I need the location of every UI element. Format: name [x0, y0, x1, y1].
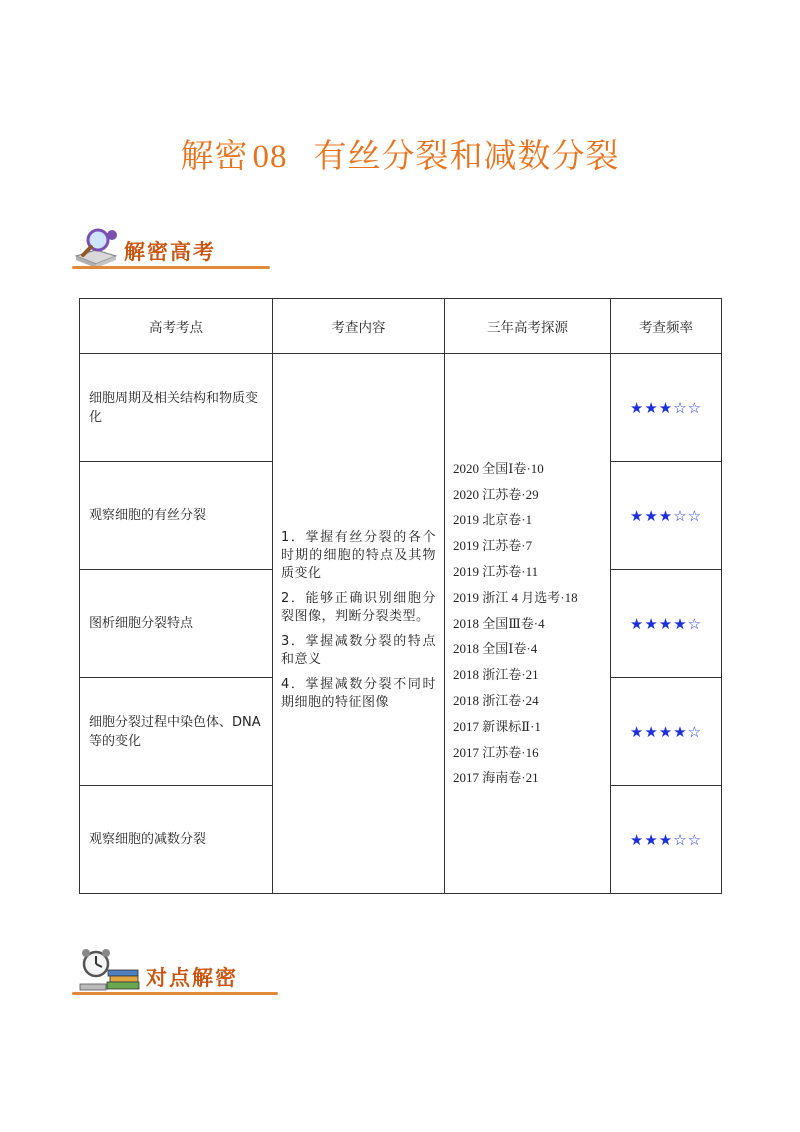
header-frequency: 考查频率: [611, 299, 722, 354]
header-topic: 高考考点: [80, 299, 273, 354]
content-item: 4．掌握减数分裂不同时期细胞的特征图像: [281, 676, 436, 710]
topic-cell: 细胞周期及相关结构和物质变化: [80, 354, 273, 462]
topic-cell: 细胞分裂过程中染色体、DNA等的变化: [80, 678, 273, 786]
source-item: 2019 江苏卷·11: [453, 564, 539, 579]
sources-cell: [445, 354, 611, 894]
content-item: 1．掌握有丝分裂的各个时期的细胞的特点及其物质变化: [281, 529, 436, 581]
title-topic: 有丝分裂和减数分裂: [313, 136, 620, 175]
header-content: 考查内容: [273, 299, 445, 354]
source-item: 2019 北京卷·1: [453, 512, 533, 528]
topic-cell: 观察细胞的有丝分裂: [80, 462, 273, 570]
frequency-stars: ★★★☆☆: [611, 354, 722, 462]
frequency-stars: ★★★☆☆: [611, 462, 722, 570]
source-item: 2018 浙江卷·21: [453, 667, 539, 683]
topic-cell: 观察细胞的减数分裂: [80, 786, 273, 894]
section-label: 解密高考: [124, 240, 216, 264]
content-item: 3．掌握减数分裂的特点和意义: [281, 633, 436, 667]
frequency-stars: ★★★★☆: [611, 570, 722, 678]
header-sources: 三年高考探源: [445, 299, 611, 354]
page-title: [0, 130, 800, 177]
content-cell: [273, 354, 445, 894]
section-underline: [72, 992, 278, 995]
source-item: 2017 江苏卷·16: [453, 744, 539, 760]
topic-cell: 图析细胞分裂特点: [80, 570, 273, 678]
source-item: 2017 海南卷·21: [453, 770, 539, 786]
source-item: 2017 新课标Ⅱ·1: [453, 718, 541, 734]
table-header-row: [80, 299, 722, 354]
alarm-clock-books-icon: [72, 948, 142, 994]
section-header-duidian: [72, 948, 282, 998]
magnifier-book-icon: [72, 226, 124, 270]
source-item: 2019 浙江 4 月选考·18: [453, 589, 578, 605]
source-item: 2018 全国Ⅲ卷·4: [453, 615, 545, 631]
section-header-gaokao: [72, 226, 272, 276]
source-item: 2020 全国Ⅰ卷·10: [453, 460, 544, 476]
title-number: 08: [252, 139, 288, 175]
frequency-stars: ★★★☆☆: [611, 786, 722, 894]
section-underline: [72, 266, 270, 269]
source-item: 2019 江苏卷·7: [453, 538, 533, 554]
content-item: 2．能够正确识别细胞分裂图像，判断分裂类型。: [281, 590, 436, 624]
title-prefix: 解密: [180, 136, 249, 175]
section-label: 对点解密: [146, 966, 238, 990]
source-item: 2018 浙江卷·24: [453, 692, 539, 708]
exam-points-table: [79, 298, 722, 894]
source-item: 2018 全国Ⅰ卷·4: [453, 641, 538, 657]
table-row: [80, 354, 722, 462]
frequency-stars: ★★★★☆: [611, 678, 722, 786]
source-item: 2020 江苏卷·29: [453, 486, 539, 502]
